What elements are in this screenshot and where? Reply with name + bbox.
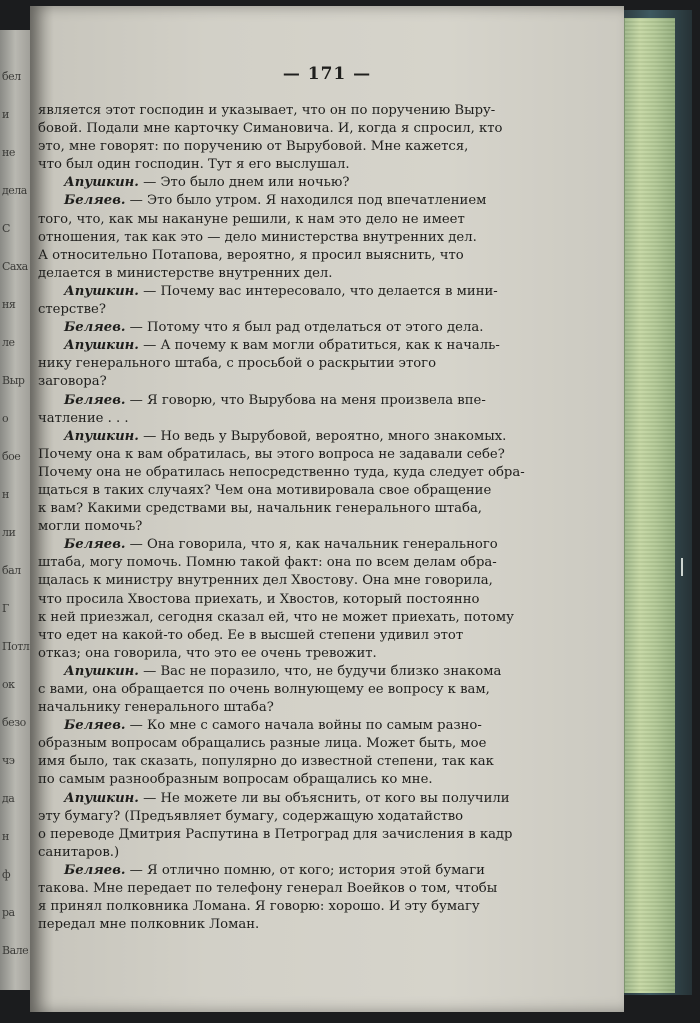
left-page-fragment: ок [2, 678, 15, 691]
left-page-fragment: н [2, 830, 9, 843]
line-text: что едет на какой-то обед. Ее в высшей степени удивил этот [38, 627, 464, 643]
line-text: бовой. Подали мне карточку Симановича. И, когда я спросил, кто [38, 121, 503, 137]
left-page-fragment: н [2, 488, 9, 501]
left-page-fragment: Вале [2, 944, 29, 957]
text-line [38, 916, 558, 934]
speaker-name: Беляев. [64, 392, 126, 408]
line-text: — А почему к вам могли обратиться, как к началь- [138, 338, 500, 354]
left-page-fragment: безо [2, 716, 26, 729]
speaker-name: Апушкин. [64, 175, 139, 191]
left-page-fragment: бое [2, 450, 21, 463]
text-line [38, 337, 558, 355]
text-line [38, 645, 558, 663]
text-line [38, 880, 558, 898]
left-page-fragment: Г [2, 602, 9, 615]
line-text: по самым разнообразным вопросам обращались ко мне. [38, 772, 433, 788]
line-text: — Я отлично помню, от кого; история этой бумаги [125, 862, 485, 878]
text-line [38, 373, 558, 391]
text-line [38, 844, 558, 862]
text-line [38, 355, 558, 373]
line-text: — Это было днем или ночью? [138, 175, 350, 191]
speaker-name: Апушкин. [64, 428, 139, 444]
text-line [38, 627, 558, 645]
text-line [38, 790, 558, 808]
left-page-fragment: Выр [2, 374, 25, 387]
text-line [38, 536, 558, 554]
line-text: Почему она не обратилась непосредственно туда, куда следует обра- [38, 464, 525, 480]
text-line [38, 735, 558, 753]
line-text: того, что, как мы накануне решили, к нам это дело не имеет [38, 211, 465, 227]
line-text: — Но ведь у Вырубовой, вероятно, много знакомых. [138, 428, 507, 444]
page-number: — 171 — [282, 64, 372, 84]
text-line [38, 319, 558, 337]
text-line [38, 156, 558, 174]
text-line [38, 392, 558, 410]
line-text: это, мне говорят: по поручению от Вырубовой. Мне кажется, [38, 139, 469, 155]
speaker-name: Беляев. [64, 862, 126, 878]
left-page-fragment: да [2, 792, 15, 805]
text-line [38, 518, 558, 536]
line-text: — Вас не поразило, что, не будучи близко знакома [138, 663, 502, 679]
left-page-edge [0, 30, 34, 990]
text-line [38, 192, 558, 210]
left-page-fragment: не [2, 146, 15, 159]
text-line [38, 410, 558, 428]
line-text: могли помочь? [38, 519, 143, 535]
speaker-name: Апушкин. [64, 283, 139, 299]
line-text: щалась к министру внутренних дел Хвостову. Она мне говорила, [38, 573, 493, 589]
text-line [38, 591, 558, 609]
speaker-name: Апушкин. [64, 790, 139, 806]
speaker-name: Беляев. [64, 193, 126, 209]
text-line [38, 663, 558, 681]
speaker-name: Беляев. [64, 718, 126, 734]
text-line [38, 265, 558, 283]
line-text: о переводе Дмитрия Распутина в Петроград для зачисления в кадр [38, 826, 513, 842]
text-line [38, 174, 558, 192]
text-line [38, 247, 558, 265]
text-line [38, 717, 558, 735]
book-page [30, 6, 624, 1012]
text-line [38, 753, 558, 771]
line-text: эту бумагу? (Предъявляет бумагу, содержащую ходатайство [38, 808, 464, 824]
text-line [38, 898, 558, 916]
text-line [38, 229, 558, 247]
text-line [38, 572, 558, 590]
line-text: передал мне полковник Ломан. [38, 917, 260, 933]
line-text: с вами, она обращается по очень волнующему ее вопросу к вам, [38, 682, 490, 697]
line-text: санитаров.) [38, 844, 120, 860]
line-text: имя было, так сказать, популярно до известной степени, так как [38, 754, 494, 770]
left-page-fragment: чэ [2, 754, 15, 767]
line-text: щаться в таких случаях? Чем она мотивировала свое обращение [38, 482, 492, 498]
line-text: А относительно Потапова, вероятно, я просил выяснить, что [38, 247, 464, 263]
speaker-name: Апушкин. [64, 663, 139, 679]
text-line [38, 482, 558, 500]
text-line [38, 808, 558, 826]
line-text: что был один господин. Тут я его выслушал. [38, 157, 350, 173]
left-page-fragment: ра [2, 906, 15, 919]
text-line [38, 102, 558, 120]
line-text: отношения, так как это — дело министерства внутренних дел. [38, 229, 477, 245]
text-line [38, 301, 558, 319]
line-text: делается в министерстве внутренних дел. [38, 265, 333, 281]
text-line [38, 446, 558, 464]
line-text: образным вопросам обращались разные лица. Может быть, мое [38, 736, 487, 752]
text-line [38, 138, 558, 156]
text-line [38, 554, 558, 572]
left-page-fragment: ли [2, 526, 16, 539]
text-line [38, 464, 558, 482]
left-page-fragment: и [2, 108, 9, 121]
line-text: к ней приезжал, сегодня сказал ей, что не может приехать, потому [38, 609, 514, 625]
line-text: — Не можете ли вы объяснить, от кого вы получили [138, 790, 510, 806]
line-text: стерстве? [38, 302, 106, 318]
text-line [38, 609, 558, 627]
line-text: чатление . . . [38, 410, 129, 426]
left-page-fragment: о [2, 412, 9, 425]
line-text: Почему она к вам обратилась, вы этого вопроса не задавали себе? [38, 446, 505, 462]
text-line [38, 428, 558, 446]
line-text: — Потому что я был рад отделаться от этого дела. [125, 320, 484, 336]
text-line [38, 862, 558, 880]
left-page-fragment: дела [2, 184, 27, 197]
line-text: заговора? [38, 374, 107, 390]
line-text: такова. Мне передает по телефону генерал Воейков о том, чтобы [38, 881, 498, 897]
line-text: отказ; она говорила, что это ее очень тревожит. [38, 645, 377, 661]
speaker-name: Беляев. [64, 320, 126, 336]
left-page-fragment: ле [2, 336, 15, 349]
line-text: является этот господин и указывает, что он по поручению Выру- [38, 103, 496, 118]
line-text: нику генерального штаба, с просьбой о раскрытии этого [38, 356, 437, 372]
left-page-fragment: ф [2, 868, 11, 881]
left-page-fragment: С [2, 222, 10, 235]
text-line [38, 211, 558, 229]
line-text: я принял полковника Ломана. Я говорю: хорошо. И эту бумагу [38, 899, 480, 915]
left-page-fragment: бел [2, 70, 21, 83]
line-text: к вам? Какими средствами вы, начальник генерального штаба, [38, 501, 482, 517]
line-text: — Она говорила, что я, как начальник генерального [125, 537, 498, 553]
left-page-fragment: бал [2, 564, 21, 577]
line-text: — Почему вас интересовало, что делается в мини- [138, 283, 498, 299]
page-text [38, 102, 558, 934]
speaker-name: Беляев. [64, 537, 126, 553]
ribbon-mark [681, 558, 683, 576]
line-text: — Это было утром. Я находился под впечатлением [125, 193, 487, 209]
text-line [38, 771, 558, 789]
text-line [38, 500, 558, 518]
text-line [38, 120, 558, 138]
page-stack-edge [624, 18, 675, 993]
text-line [38, 826, 558, 844]
line-text: что просила Хвостова приехать, и Хвостов, который постоянно [38, 591, 480, 607]
speaker-name: Апушкин. [64, 338, 139, 354]
left-page-fragment: Потл [2, 640, 30, 653]
text-line [38, 283, 558, 301]
text-line [38, 681, 558, 699]
left-page-fragment: Саха [2, 260, 28, 273]
line-text: — Я говорю, что Вырубова на меня произвела впе- [125, 392, 486, 408]
line-text: штаба, могу помочь. Помню такой факт: она по всем делам обра- [38, 555, 497, 571]
left-page-fragment: ня [2, 298, 16, 311]
text-line [38, 699, 558, 717]
line-text: — Ко мне с самого начала войны по самым разно- [125, 718, 482, 734]
line-text: начальнику генерального штаба? [38, 700, 274, 716]
